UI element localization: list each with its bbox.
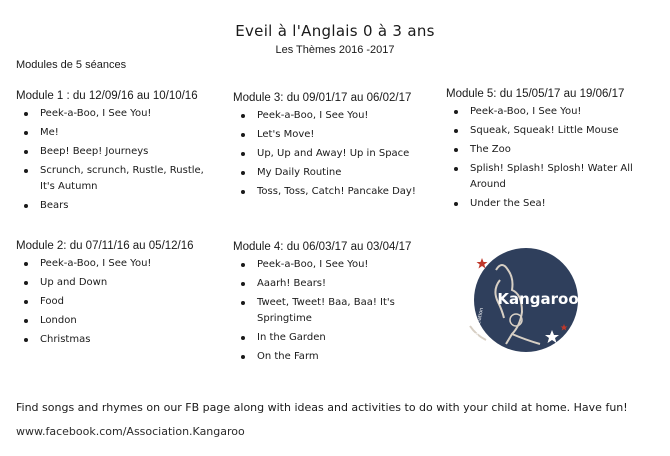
list-item: Beep! Beep! Journeys — [16, 144, 221, 160]
list-item: Aaarh! Bears! — [233, 276, 418, 292]
list-item: In the Garden — [233, 330, 418, 346]
list-item: My Daily Routine — [233, 165, 418, 181]
module-4 — [233, 241, 418, 368]
module-topic-list — [233, 257, 418, 365]
list-item: The Zoo — [446, 142, 646, 158]
list-item: Splish! Splash! Splosh! Water All Around — [446, 161, 646, 193]
module-3 — [233, 92, 418, 203]
list-item: Up and Down — [16, 275, 221, 291]
list-item: Peek-a-Boo, I See You! — [233, 257, 418, 273]
module-topic-list — [16, 106, 221, 214]
facebook-link[interactable]: www.facebook.com/Association.Kangaroo — [16, 425, 245, 438]
list-item: Under the Sea! — [446, 196, 646, 212]
module-topic-list — [16, 256, 221, 348]
page-title: Eveil à l'Anglais 0 à 3 ans — [235, 22, 435, 40]
module-heading: Module 5: du 15/05/17 au 19/06/17 — [446, 88, 625, 100]
logo-name: Kangaroo — [497, 290, 579, 308]
list-item: Let's Move! — [233, 127, 418, 143]
module-heading: Module 3: du 09/01/17 au 06/02/17 — [233, 92, 412, 104]
list-item: Peek-a-Boo, I See You! — [16, 106, 221, 122]
star-icon — [477, 258, 488, 269]
kangaroo-logo-graphic — [456, 240, 596, 360]
list-item: Me! — [16, 125, 221, 141]
footer-message: Find songs and rhymes on our FB page along with ideas and activities to do with your child at home. Have fun! — [16, 401, 628, 414]
list-item: Tweet, Tweet! Baa, Baa! It's Springtime — [233, 295, 418, 327]
module-heading: Module 1 : du 12/09/16 au 10/10/16 — [16, 90, 198, 102]
module-5 — [446, 88, 646, 215]
list-item: Toss, Toss, Catch! Pancake Day! — [233, 184, 418, 200]
list-item: Scrunch, scrunch, Rustle, Rustle, It's Autumn — [16, 163, 221, 195]
list-item: Peek-a-Boo, I See You! — [233, 108, 418, 124]
list-item: Up, Up and Away! Up in Space — [233, 146, 418, 162]
module-topic-list — [446, 104, 646, 212]
list-item: Food — [16, 294, 221, 310]
module-heading: Module 4: du 06/03/17 au 03/04/17 — [233, 241, 412, 253]
module-topic-list — [233, 108, 418, 200]
list-item: Peek-a-Boo, I See You! — [16, 256, 221, 272]
page-subtitle: Les Thèmes 2016 -2017 — [275, 44, 395, 56]
list-item: On the Farm — [233, 349, 418, 365]
modules-label: Modules de 5 séances — [16, 59, 127, 71]
module-heading: Module 2: du 07/11/16 au 05/12/16 — [16, 240, 194, 252]
list-item: Peek-a-Boo, I See You! — [446, 104, 646, 120]
module-1 — [16, 90, 221, 217]
list-item: Squeak, Squeak! Little Mouse — [446, 123, 646, 139]
list-item: Bears — [16, 198, 221, 214]
logo-ring-text: Association — [474, 307, 485, 337]
kangaroo-logo — [456, 240, 596, 360]
module-2 — [16, 240, 221, 351]
list-item: London — [16, 313, 221, 329]
list-item: Christmas — [16, 332, 221, 348]
